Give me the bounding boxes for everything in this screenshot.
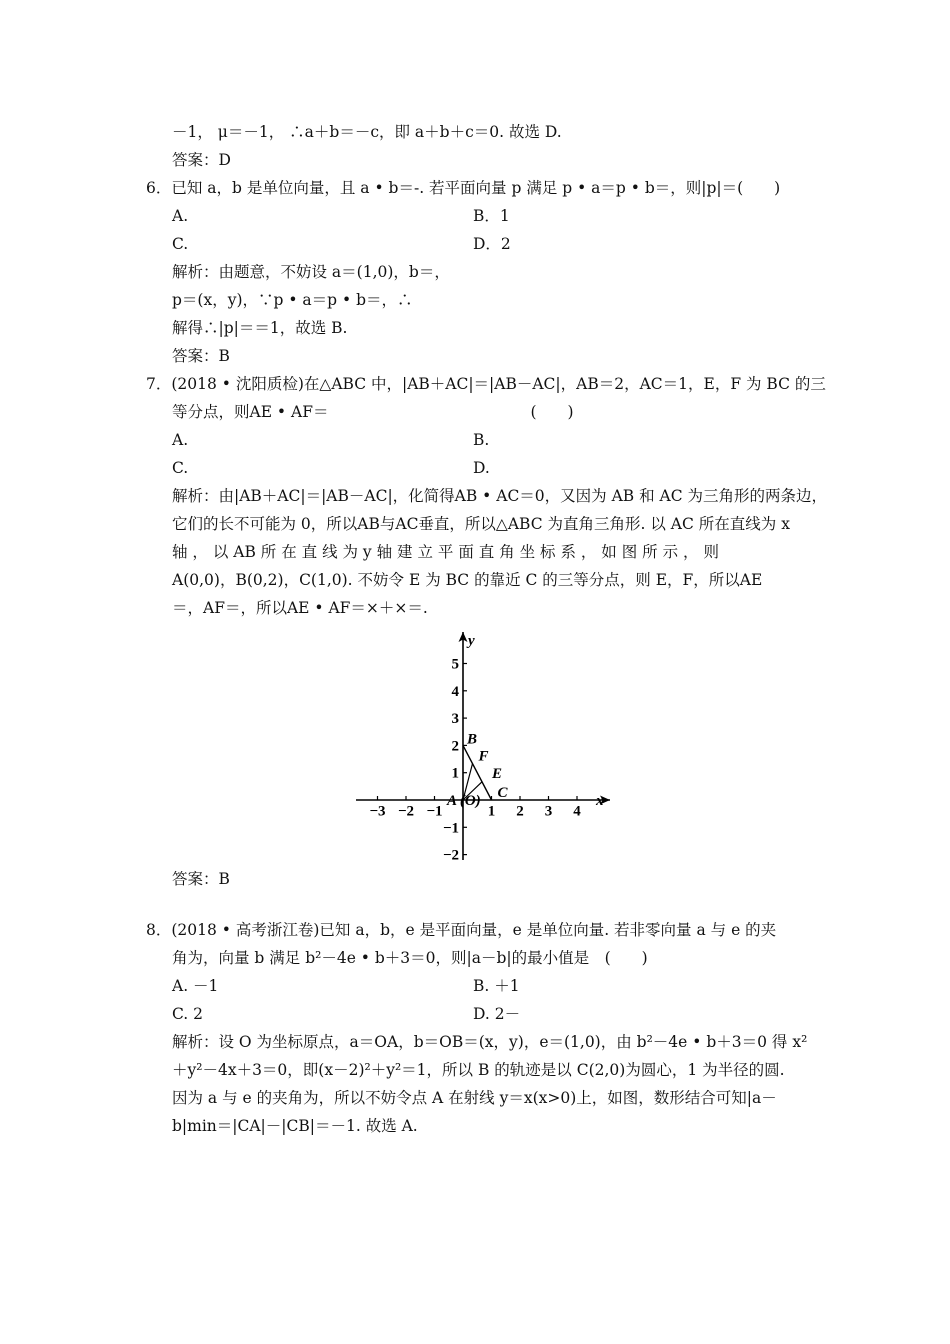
text-line-l31: ＋y²－4x＋3＝0，即(x－2)²＋y²＝1，所以 B 的轨迹是以 C(2,0)为圆心，1 为半径的圆. [172,1061,785,1079]
text-line-l5: B．1 [473,207,510,225]
text-line-l18: 解析：由|AB＋AC|＝|AB－AC|，化简得AB • AC＝0，又因为 AB 和 AC 为三角形的两条边， [172,487,828,505]
text-line-l17: D. [473,459,490,477]
text-line-l33: b|min＝|CA|－|CB|＝－1. 故选 A. [172,1117,418,1135]
text-line-l29: D. 2－ [473,1005,521,1023]
text-line-l25: 角为，向量 b 满足 b²－4e • b＋3＝0，则|a－b|的最小值是 ( ) [172,949,648,967]
text-line-l13: 等分点，则AE • AF＝ ( ) [172,403,574,421]
point-label-c: C [497,785,508,801]
x-tick-label: 3 [544,803,553,820]
text-line-l14: A. [172,431,189,449]
y-tick-label: −2 [442,847,459,863]
text-line-l9: p＝(x，y)，∵p • a＝p • b＝，∴ [172,291,413,309]
x-tick-label: 4 [573,803,581,820]
tick-group [369,657,581,864]
text-line-l21: A(0,0)，B(0,2)，C(1,0). 不妨令 E 为 BC 的靠近 C 的三等分点，则 E，F，所以AE [172,571,763,589]
text-line-l6: C. [172,235,189,253]
y-tick-label: 1 [451,765,459,782]
x-tick-label: −3 [369,803,386,820]
point-label-e: E [492,765,503,782]
text-line-l32: 因为 a 与 e 的夹角为，所以不妨令点 A 在射线 y＝x(x>0)上，如图，数形结合可知|a－ [172,1089,777,1107]
y-tick-label: 3 [451,711,459,728]
text-line-l11: 答案：B [172,347,230,365]
text-line-l30: 解析：设 O 为坐标原点，a＝OA，b＝OB＝(x，y)，e＝(1,0)，由 b²－4e • b＋3＝0 得 x² [172,1033,808,1051]
x-axis-label: x [596,793,604,809]
point-label-b: B [467,731,478,748]
text-line-l23: 答案：B [172,870,230,888]
y-tick-label: 2 [451,738,459,755]
x-tick-label: −1 [426,803,443,820]
text-line-l26: A. －1 [172,977,219,995]
text-line-l22: ＝，AF＝，所以AE • AF＝×＋×＝. [172,599,428,617]
text-line-l4: A. [172,207,189,225]
text-line-l28: C. 2 [172,1005,204,1023]
triangle-group [463,731,509,801]
text-line-l15: B. [473,431,490,449]
coordinate-figure [350,628,620,863]
y-tick-label: 4 [451,683,459,700]
text-line-l20: 轴 ， 以 AB 所 在 直 线 为 y 轴 建 立 平 面 直 角 坐 标 系 ， 如 图 所 示 ， 则 [172,543,719,561]
point-label-f: F [478,748,489,765]
y-tick-label: −1 [442,820,459,837]
text-line-l2: 答案：D [172,151,231,169]
text-line-l27: B. ＋1 [473,977,520,995]
origin-label: A (O) [447,793,481,809]
x-tick-label: −2 [397,803,415,820]
text-line-l1: －1， μ＝－1， ∴a＋b＝－c，即 a＋b＋c＝0. 故选 D. [172,123,562,141]
text-line-l10: 解得∴|p|＝＝1，故选 B. [172,319,348,337]
text-line-l24: 8．(2018 • 高考浙江卷)已知 a，b，e 是平面向量，e 是单位向量. 若非零向量 a 与 e 的夹 [146,921,777,939]
x-tick-label: 1 [487,803,496,820]
text-line-l8: 解析：由题意，不妨设 a＝(1,0)，b＝， [172,263,450,281]
x-tick-label: 2 [516,803,524,820]
text-line-l16: C. [172,459,189,477]
text-line-l19: 它们的长不可能为 0，所以AB与AC垂直，所以△ABC 为直角三角形. 以 AC 所在直线为 x [172,515,790,533]
text-line-l3: 6．已知 a，b 是单位向量，且 a • b＝-. 若平面向量 p 满足 p • a＝p • b＝，则|p|＝( ) [146,179,781,197]
text-line-l7: D．2 [473,235,511,253]
text-line-l12: 7．(2018 • 沈阳质检)在△ABC 中，|AB＋AC|＝|AB－AC|，AB＝2，AC＝1，E，F 为 BC 的三 [146,375,826,393]
y-axis-label: y [468,633,475,649]
y-tick-label: 5 [451,656,459,673]
